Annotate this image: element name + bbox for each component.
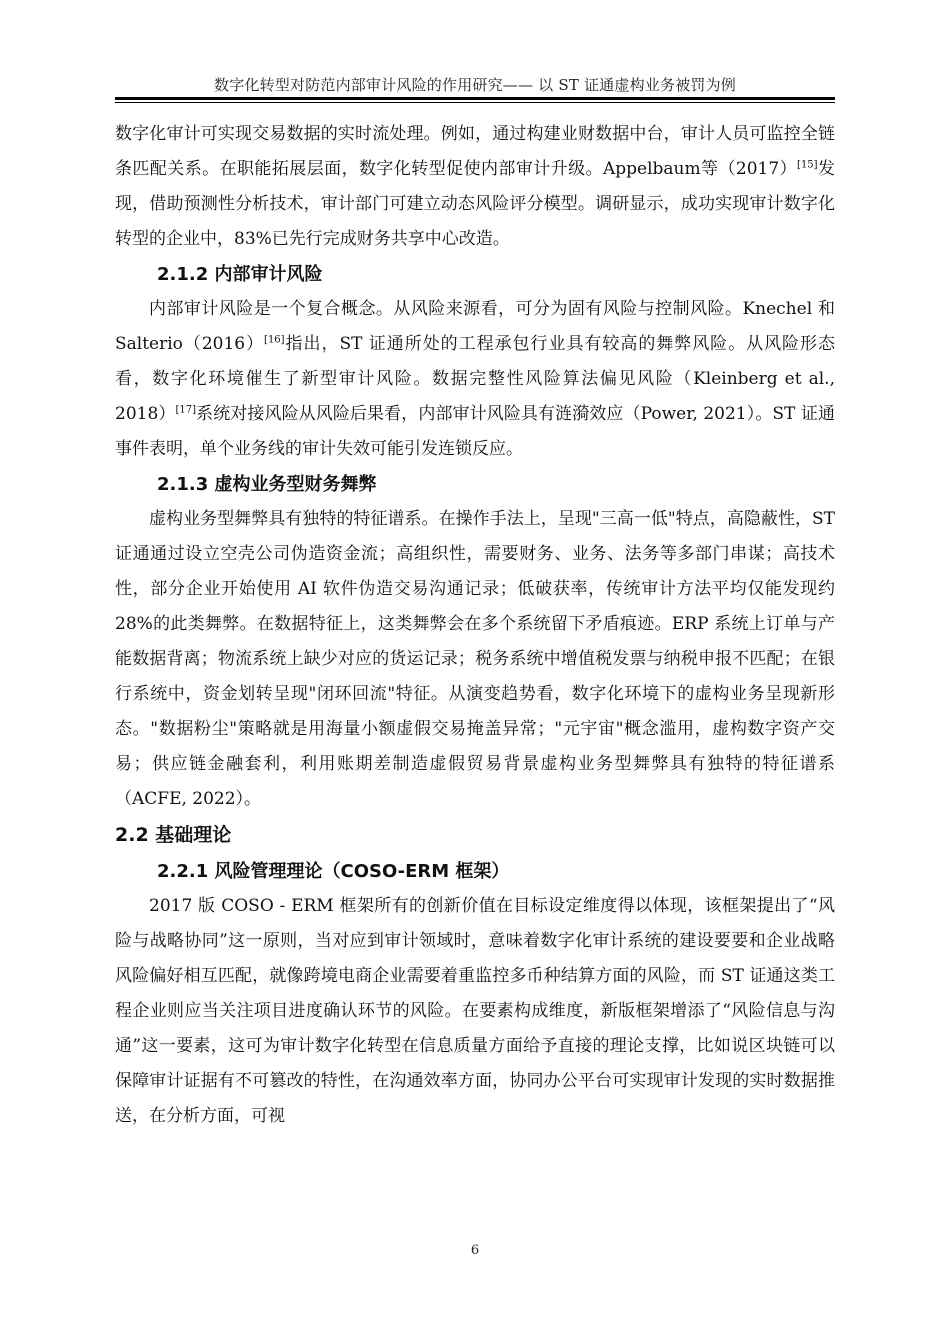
paragraph-fictitious-business-fraud: 虚构业务型舞弊具有独特的特征谱系。在操作手法上，呈现"三高一低"特点，高隐蔽性，ST 证通通过设立空壳公司伪造资金流；高组织性，需要财务、业务、法务等多部门串谋；高技术性，部分企业开始使用 AI 软件伪造交易沟通记录；低破获率，传统审计方法平均仅能发现约 28%的此类舞弊。在数据特征上，这类舞弊会在多个系统留下矛盾痕迹。ERP 系统上订单与产能数据背离；物流系统上缺少对应的货运记录；税务系统中增值税发票与纳税申报不匹配；在银行系统中，资金划转呈现"闭环回流"特征。从演变趋势看，数字化环境下的虚构业务呈现新形态。"数据粉尘"策略就是用海量小额虚假交易掩盖异常；"元宇宙"概念滥用，虚构数字资产交易；供应链金融套利，利用账期差制造虚假贸易背景虚构业务型舞弊具有独特的特征谱系（ACFE, 2022）。 <box>115 509 835 809</box>
citation-16: [16] <box>264 334 285 346</box>
page-body <box>115 117 835 1134</box>
paragraph-coso-erm: 2017 版 COSO - ERM 框架所有的创新价值在目标设定维度得以体现，该框架提出了“风险与战略协同”这一原则，当对应到审计领域时，意味着数字化审计系统的建设要要和企业战略风险偏好相互匹配，就像跨境电商企业需要着重监控多币种结算方面的风险，而 ST 证通这类工程企业则应当关注项目进度确认环节的风险。在要素构成维度，新版框架增添了“风险信息与沟通”这一要素，这可为审计数字化转型在信息质量方面给予直接的理论支撑，比如说区块链可以保障审计证据有不可篡改的特性，在沟通效率方面，协同办公平台可实现审计发现的实时数据推送，在分析方面，可视 <box>115 896 835 1126</box>
citation-15: [15] <box>797 159 818 171</box>
running-header: 数字化转型对防范内部审计风险的作用研究—— 以 ST 证通虚构业务被罚为例 <box>214 76 736 94</box>
paragraph-text: 系统对接风险从风险后果看，内部审计风险具有涟漪效应（Power, 2021）。ST 证通事件表明，单个业务线的审计失效可能引发连锁反应。 <box>115 404 835 459</box>
paragraph-text: 内部审计风险是一个复合概念。从风险来源看，可分为固有风险与控制风险。Knechel 和 Salterio（2016） <box>115 299 835 354</box>
header-rule-thin <box>115 102 835 103</box>
paragraph-text: 发现，借助预测性分析技术，审计部门可建立动态风险评分模型。调研显示，成功实现审计数字化转型的企业中，83%已先行完成财务共享中心改造。 <box>115 159 836 249</box>
paragraph-internal-audit-risk <box>115 292 835 467</box>
heading-2-2-1: 2.2.1 风险管理理论（COSO-ERM 框架） <box>157 861 510 882</box>
heading-2-2: 2.2 基础理论 <box>115 824 232 846</box>
heading-2-1-3: 2.1.3 虚构业务型财务舞弊 <box>157 474 377 495</box>
page-number: 6 <box>470 1243 480 1258</box>
heading-2-1-2: 2.1.2 内部审计风险 <box>157 264 323 285</box>
header-rule-thick <box>115 97 835 100</box>
citation-17: [17] <box>175 404 196 416</box>
paragraph-text: 指出，ST 证通所处的工程承包行业具有较高的舞弊风险。从风险形态看，数字化环境催生了新型审计风险。数据完整性风险算法偏见风险（Kleinberg et al., 2018） <box>115 334 835 424</box>
paragraph-digital-audit <box>115 117 835 257</box>
paragraph-text: 数字化审计可实现交易数据的实时流处理。例如，通过构建业财数据中台，审计人员可监控全链条匹配关系。在职能拓展层面，数字化转型促使内部审计升级。Appelbaum等（2017） <box>115 124 835 179</box>
